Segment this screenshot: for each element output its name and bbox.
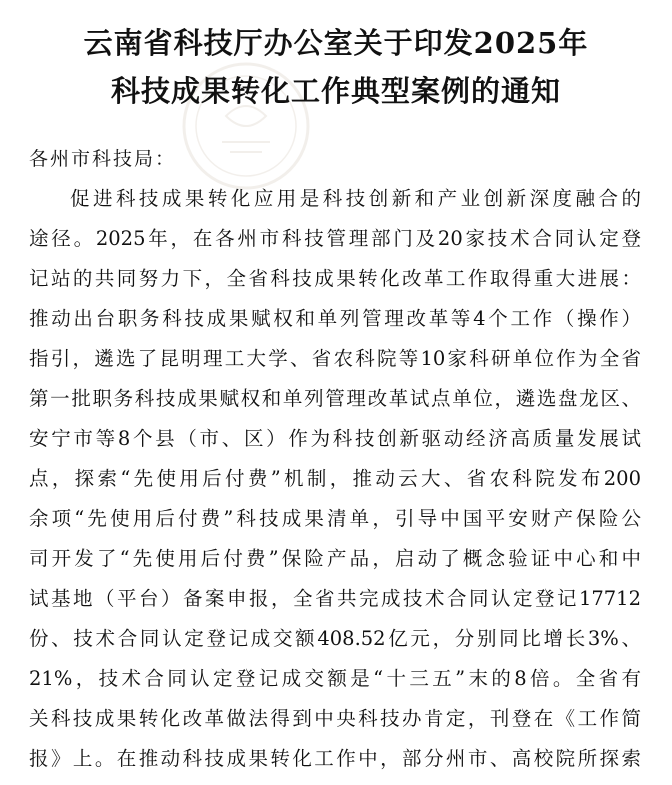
salutation: 各州市科技局： <box>29 148 177 170</box>
body-line: 关科技成果转化改革做法得到中央科技办肯定，刊登在《工作简 <box>29 707 641 730</box>
document-title-line-2: 科技成果转化工作典型案例的通知 <box>110 74 561 108</box>
body-line: 安宁市等8个县（市、区）作为科技创新驱动经济高质量发展试 <box>29 427 641 450</box>
body-line: 余项“先使用后付费”科技成果清单，引导中国平安财产保险公 <box>29 507 641 530</box>
body-line: 报》上。在推动科技成果转化工作中，部分州市、高校院所探索 <box>29 747 641 770</box>
body-line: 指引，遴选了昆明理工大学、省农科院等10家科研单位作为全省 <box>29 347 641 370</box>
body-line: 点，探索“先使用后付费”机制，推动云大、省农科院发布200 <box>29 467 641 490</box>
body-line: 21%，技术合同认定登记成交额是“十三五”末的8倍。全省有 <box>29 667 641 690</box>
body-line: 第一批职务科技成果赋权和单列管理改革试点单位，遴选盘龙区、 <box>29 387 641 410</box>
body-line: 试基地（平台）备案申报，全省共完成技术合同认定登记17712 <box>29 587 641 610</box>
body-line: 司开发了“先使用后付费”保险产品，启动了概念验证中心和中 <box>29 547 641 570</box>
body-line: 促进科技成果转化应用是科技创新和产业创新深度融合的 <box>70 187 641 210</box>
document-title-line-1: 云南省科技厅办公室关于印发2025年 <box>83 26 589 60</box>
body-line: 推动出台职务科技成果赋权和单列管理改革等4个工作（操作） <box>29 307 641 330</box>
body-line: 途径。2025年，在各州市科技管理部门及20家技术合同认定登 <box>29 227 641 250</box>
body-line: 记站的共同努力下，全省科技成果转化改革工作取得重大进展： <box>29 267 641 290</box>
body-line: 份、技术合同认定登记成交额408.52亿元，分别同比增长3%、 <box>29 627 641 650</box>
